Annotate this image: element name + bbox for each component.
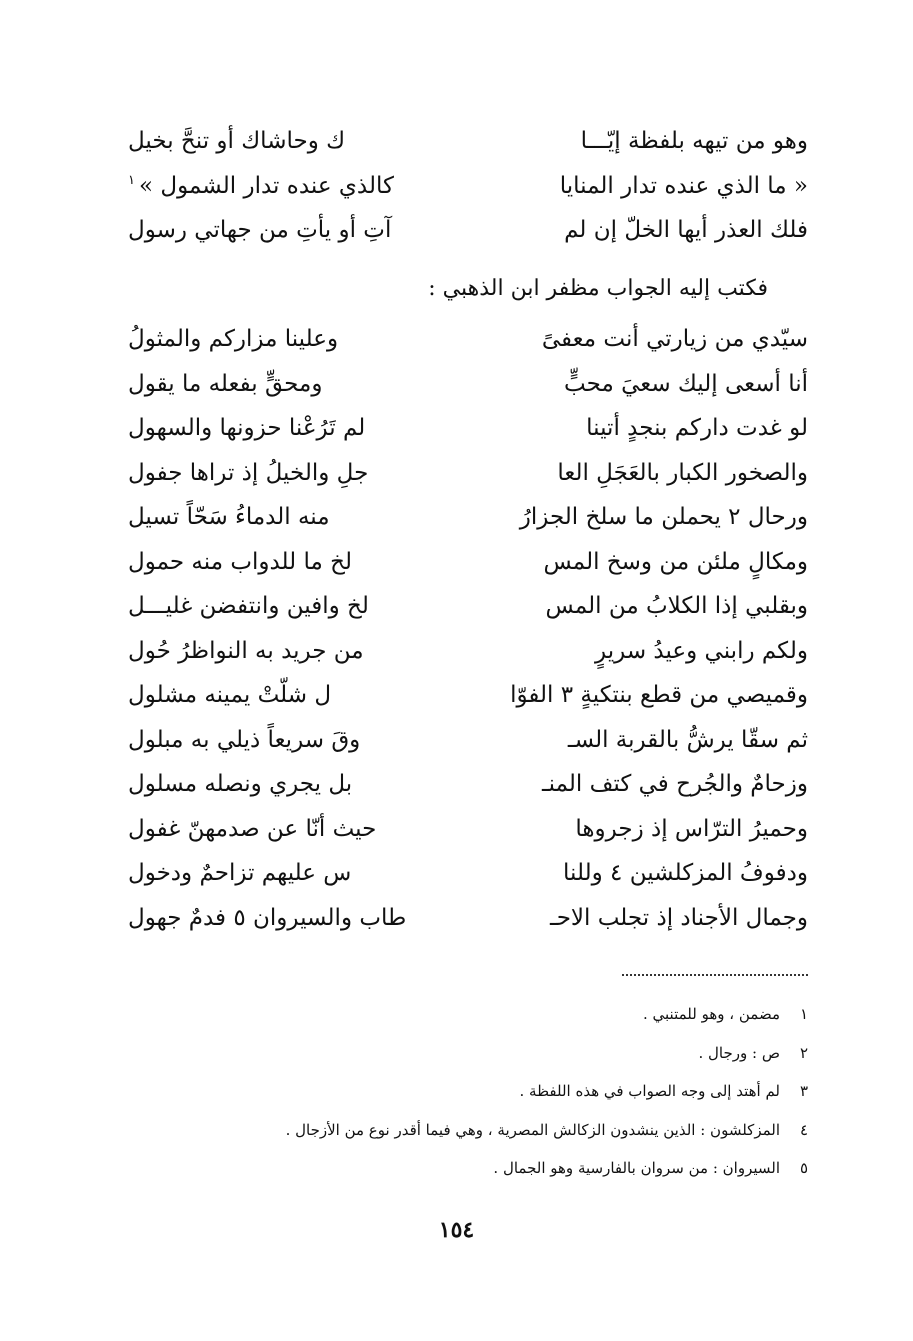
verse-second-hemistich: لم تَرُعْنا حزونها والسهول	[128, 415, 366, 441]
verse-second-hemistich: لخ وافين وانتفضن غليـــل	[128, 593, 369, 619]
verse-second-hemistich: وقَ سريعاً ذيلي به مبلول	[128, 726, 361, 753]
footnote	[128, 1044, 808, 1083]
verse-second-hemistich: ك وحاشاك أو تنحَّ بخيل	[128, 128, 346, 154]
footnote-number: ٢	[799, 1043, 808, 1062]
footnotes	[128, 1005, 808, 1198]
verse-first-hemistich: لو غدت داركم بنجدٍ أتينا	[586, 415, 808, 441]
verse-line	[128, 549, 808, 594]
verse-second-hemistich: جلِ والخيلُ إذ تراها جفول	[128, 459, 369, 486]
verse-first-hemistich: ورحال ٢ يحملن ما سلخ الجزارُ	[519, 504, 808, 530]
verse-line	[128, 682, 808, 727]
verse-first-hemistich: « ما الذي عنده تدار المنايا	[559, 172, 808, 199]
verse-first-hemistich: وقميصي من قطع بنتكيةٍ ٣ الفوّا	[510, 682, 808, 708]
top-verses	[128, 128, 808, 262]
verse-first-hemistich: ودفوفُ المزكلشين ٤ وللنا	[563, 860, 808, 886]
verse-first-hemistich: وهو من تيهه بلفظة إيّـــا	[580, 128, 808, 154]
footnote	[128, 1159, 808, 1198]
verse-first-hemistich: أنا أسعى إليك سعيَ محبٍّ	[564, 370, 808, 397]
verse-line	[128, 905, 808, 950]
verse-first-hemistich: ولكم رابني وعيدُ سريرٍ	[595, 637, 808, 664]
footnote-separator	[622, 974, 808, 976]
footnote	[128, 1121, 808, 1160]
footnote-text: ص : ورجال .	[698, 1043, 780, 1062]
verse-line	[128, 415, 808, 460]
verse-line	[128, 371, 808, 416]
verse-first-hemistich: وبقلبي إذا الكلابُ من المس	[545, 593, 808, 619]
verse-second-hemistich: لخ ما للدواب منه حمول	[128, 548, 352, 575]
verse-second-hemistich: وعلينا مزاركم والمثولُ	[128, 326, 339, 352]
verse-first-hemistich: والصخور الكبار بالعَجَلِ العا	[557, 459, 808, 486]
verse-line	[128, 128, 808, 173]
footnote-number: ٥	[799, 1159, 808, 1177]
footnote-number: ٣	[799, 1082, 808, 1100]
page-number: ١٥٤	[438, 1217, 475, 1243]
verse-first-hemistich: وحميرُ الترّاس إذ زجروها	[575, 815, 808, 842]
verse-line	[128, 326, 808, 371]
verse-second-hemistich: س عليهم تزاحمٌ ودخول	[128, 860, 352, 886]
verse-first-hemistich: وجمال الأجناد إذ تجلب الاحـ	[549, 904, 808, 931]
verse-line	[128, 460, 808, 505]
intro-sentence: فكتب إليه الجواب مظفر ابن الذهبي :	[428, 276, 768, 301]
verse-line	[128, 173, 808, 218]
verse-first-hemistich: وزحامٌ والجُرح في كتف المنـ	[541, 771, 808, 797]
footnote	[128, 1005, 808, 1044]
verse-second-hemistich	[128, 173, 394, 199]
poem	[128, 326, 808, 949]
verse-first-hemistich: ثم سقّا يرشُّ بالقربة السـ	[567, 726, 808, 753]
verse-second-hemistich: من جريد به النواظرُ حُول	[128, 637, 364, 664]
footnote-number: ١	[799, 1005, 808, 1023]
verse-line	[128, 504, 808, 549]
footnote-text: مضمن ، وهو للمتنبي .	[642, 1005, 780, 1023]
footnote-text: المزكلشون : الذين ينشدون الزكالش المصرية ، وهي فيما أقدر نوع من الأزجال .	[285, 1120, 780, 1139]
verse-line	[128, 816, 808, 861]
footnote	[128, 1082, 808, 1121]
verse-second-hemistich: حيث أنّا عن صدمهنّ غفول	[128, 815, 377, 842]
footnote-marker: ١	[128, 172, 135, 188]
verse-second-hemistich: آتِ أو يأتِ من جهاتي رسول	[128, 217, 392, 243]
verse-line	[128, 727, 808, 772]
verse-second-hemistich: منه الدماءُ سَحّاً تسيل	[128, 504, 330, 530]
verse-line	[128, 593, 808, 638]
verse-second-hemistich: ل شلّتْ يمينه مشلول	[128, 682, 332, 708]
verse-line	[128, 771, 808, 816]
verse-second-hemistich-text: كالذي عنده تدار الشمول »	[138, 172, 394, 199]
verse-first-hemistich: فلك العذر أيها الخلّ إن لم	[564, 217, 808, 243]
footnote-text: لم أهتد إلى وجه الصواب في هذه اللفظة .	[519, 1082, 780, 1100]
verse-second-hemistich: بل يجري ونصله مسلول	[128, 771, 353, 797]
verse-first-hemistich: سيّدي من زيارتي أنت معفىً	[541, 326, 808, 352]
verse-line	[128, 638, 808, 683]
verse-second-hemistich: ومحقٍّ بفعله ما يقول	[128, 370, 323, 397]
verse-line	[128, 217, 808, 262]
footnote-number: ٤	[799, 1120, 808, 1139]
verse-second-hemistich: طاب والسيروان ٥ فدمٌ جهول	[128, 904, 407, 931]
verse-line	[128, 860, 808, 905]
verse-first-hemistich: ومكالٍ ملئن من وسخ المس	[543, 548, 808, 575]
footnote-text: السيروان : من سروان بالفارسية وهو الجمال .	[493, 1159, 780, 1177]
